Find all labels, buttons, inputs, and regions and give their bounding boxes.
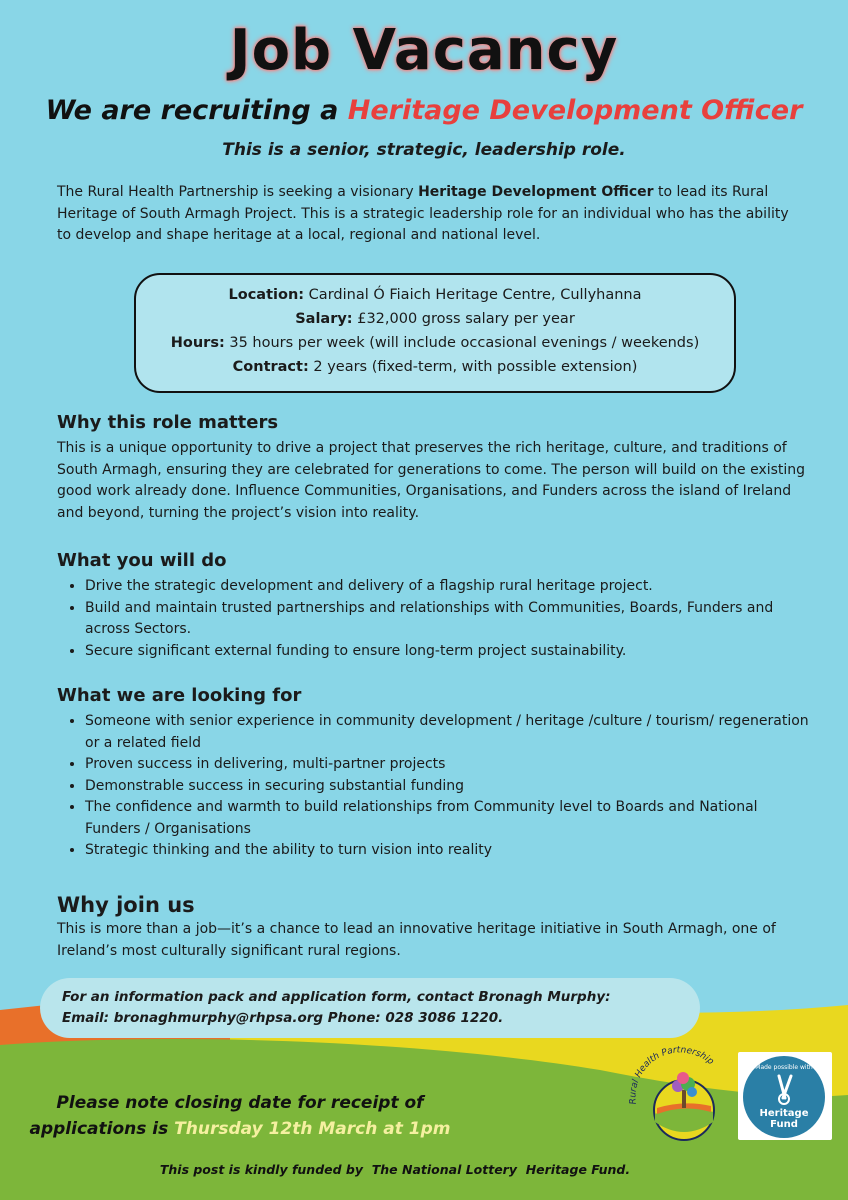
recruit-prefix: We are recruiting a bbox=[45, 95, 348, 126]
intro-role-bold: Heritage Development Officer bbox=[418, 184, 654, 200]
logo-text: Rural Health Partnership bbox=[628, 1045, 716, 1105]
logo-name-line: Heritage bbox=[759, 1108, 809, 1119]
contact-box bbox=[40, 978, 700, 1038]
section-heading: What you will do bbox=[57, 550, 227, 571]
senior-role-subtitle: This is a senior, strategic, leadership role. bbox=[222, 140, 626, 160]
detail-value: 35 hours per week (will include occasional evenings / weekends) bbox=[224, 335, 700, 351]
list-item: • Strategic thinking and the ability to turn vision into reality bbox=[85, 840, 817, 862]
detail-value: Cardinal Ó Fiaich Heritage Centre, Cullyhanna bbox=[304, 287, 642, 303]
list-item: • Secure significant external funding to ensure long-term project sustainability. bbox=[85, 641, 817, 663]
duties-list bbox=[57, 576, 817, 662]
section-why-role-matters bbox=[57, 412, 817, 524]
intro-paragraph bbox=[57, 182, 805, 247]
section-why-join bbox=[57, 893, 817, 962]
requirements-list bbox=[57, 711, 817, 862]
detail-location bbox=[136, 283, 734, 307]
recruiting-headline bbox=[0, 95, 848, 126]
closing-line bbox=[20, 1116, 460, 1142]
detail-label: Salary: bbox=[295, 311, 353, 327]
funding-note: This post is kindly funded by The National Lottery Heritage Fund. bbox=[159, 1162, 631, 1177]
detail-salary bbox=[136, 307, 734, 331]
detail-hours bbox=[136, 331, 734, 355]
rural-health-partnership-logo bbox=[622, 1042, 734, 1142]
contact-line: For an information pack and application form, contact Bronagh Murphy: bbox=[62, 989, 611, 1005]
detail-label: Location: bbox=[228, 287, 305, 303]
closing-date-notice bbox=[20, 1090, 460, 1142]
section-what-you-will-do bbox=[57, 550, 817, 662]
contact-email-phone[interactable]: Email: bronaghmurphy@rhpsa.org Phone: 028 3086 1220. bbox=[62, 1010, 504, 1026]
heritage-fund-circle bbox=[743, 1056, 825, 1138]
job-details-box bbox=[134, 273, 736, 393]
detail-label: Contract: bbox=[232, 359, 309, 375]
heritage-fund-logo bbox=[738, 1052, 832, 1140]
list-item: • Build and maintain trusted partnerships and relationships with Communities, Boards, Funders and across Sectors. bbox=[85, 598, 817, 641]
section-heading: Why this role matters bbox=[57, 412, 279, 433]
detail-contract bbox=[136, 355, 734, 379]
closing-prefix: applications is bbox=[29, 1119, 175, 1139]
list-item: • Someone with senior experience in community development / heritage /culture / tourism/ regeneration or a related field bbox=[85, 711, 817, 754]
closing-date: Thursday 12th March at 1pm bbox=[174, 1119, 451, 1139]
detail-value: 2 years (fixed-term, with possible extension) bbox=[308, 359, 638, 375]
logo-name-line: Fund bbox=[770, 1119, 798, 1130]
section-looking-for bbox=[57, 685, 817, 862]
list-item: • Drive the strategic development and delivery of a flagship rural heritage project. bbox=[85, 576, 817, 598]
intro-text-end: to lead its Rural Heritage of South Armagh Project. This is a strategic leadership role for an individual who has the ability to develop and shape heritage at a local, regional and national level. bbox=[57, 184, 789, 243]
detail-value: £32,000 gross salary per year bbox=[352, 311, 575, 327]
page-title: Job Vacancy bbox=[229, 18, 619, 83]
section-text: This is more than a job—it’s a chance to lead an innovative heritage initiative in South Armagh, one of Ireland’s most culturally significant rural regions. bbox=[57, 921, 776, 959]
section-heading: Why join us bbox=[57, 893, 195, 917]
intro-text-start: The Rural Health Partnership is seeking a visionary bbox=[57, 184, 419, 200]
list-item: • The confidence and warmth to build relationships from Community level to Boards and National Funders / Organisations bbox=[85, 797, 817, 840]
list-item: • Proven success in delivering, multi-partner projects bbox=[85, 754, 817, 776]
list-item: • Demonstrable success in securing substantial funding bbox=[85, 776, 817, 798]
closing-line: Please note closing date for receipt of bbox=[56, 1093, 424, 1113]
section-text: This is a unique opportunity to drive a project that preserves the rich heritage, culture, and traditions of South Armagh, ensuring they are celebrated for generations to come. The person will build on the existing good work already done. Influence Communities, Organisations, and Funders across the island of Ireland and beyond, turning the project’s vision into reality. bbox=[57, 440, 806, 521]
logo-small-text: Made possible with bbox=[755, 1064, 813, 1071]
logo-name bbox=[743, 1108, 825, 1130]
recruit-role: Heritage Development Officer bbox=[347, 95, 803, 126]
section-heading: What we are looking for bbox=[57, 685, 302, 706]
detail-label: Hours: bbox=[170, 335, 225, 351]
